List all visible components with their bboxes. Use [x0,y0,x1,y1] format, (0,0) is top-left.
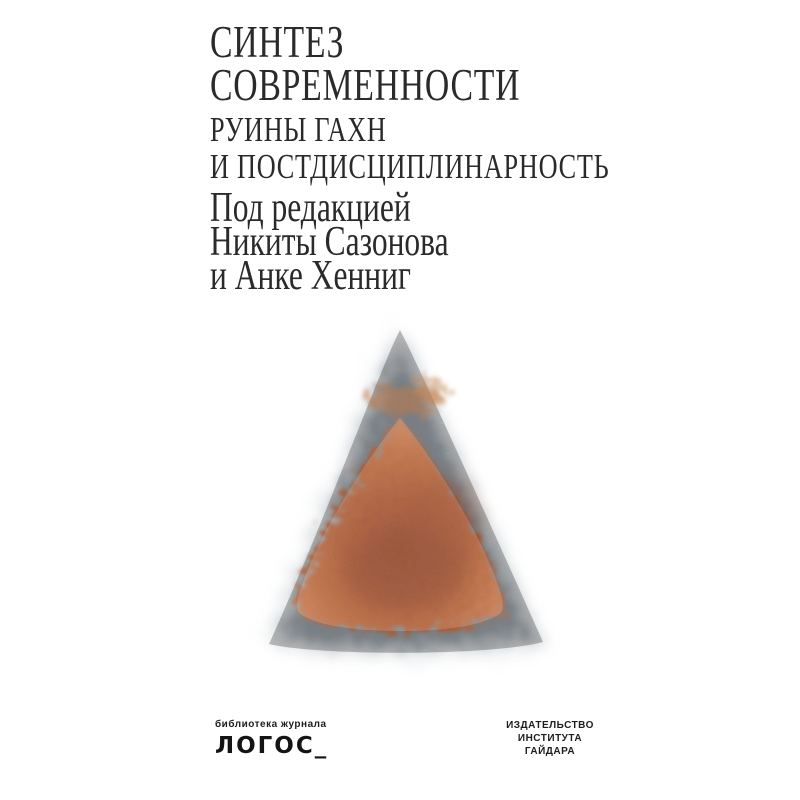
logos-logo: ЛОГОС_ [215,733,329,759]
imprint-line-1: ИЗДАТЕЛЬСТВО [506,720,594,731]
title-line-1: СИНТЕЗ [210,17,345,67]
imprint-line-2: ИНСТИТУТА [517,733,583,744]
byline-line-2: Никиты Сазонова [210,219,449,265]
logos-tagline: библиотека журнала [215,719,327,730]
subtitle-line-2: И ПОСТДИСЦИПЛИНАРНОСТЬ [210,147,610,186]
imprint-line-3: ГАЙДАРА [524,746,576,757]
logos-publisher-mark [215,719,328,759]
cover-text-block [210,17,675,299]
byline-line-3: и Анке Хенниг [210,253,411,299]
byline [210,185,675,299]
gaidar-imprint [485,719,615,758]
byline-line-1: Под редакцией [210,185,411,231]
subtitle-line-1: РУИНЫ ГАХН [210,110,387,149]
powder-triangle-artwork [255,318,555,663]
title-line-2: СОВРЕМЕННОСТИ [210,60,521,110]
